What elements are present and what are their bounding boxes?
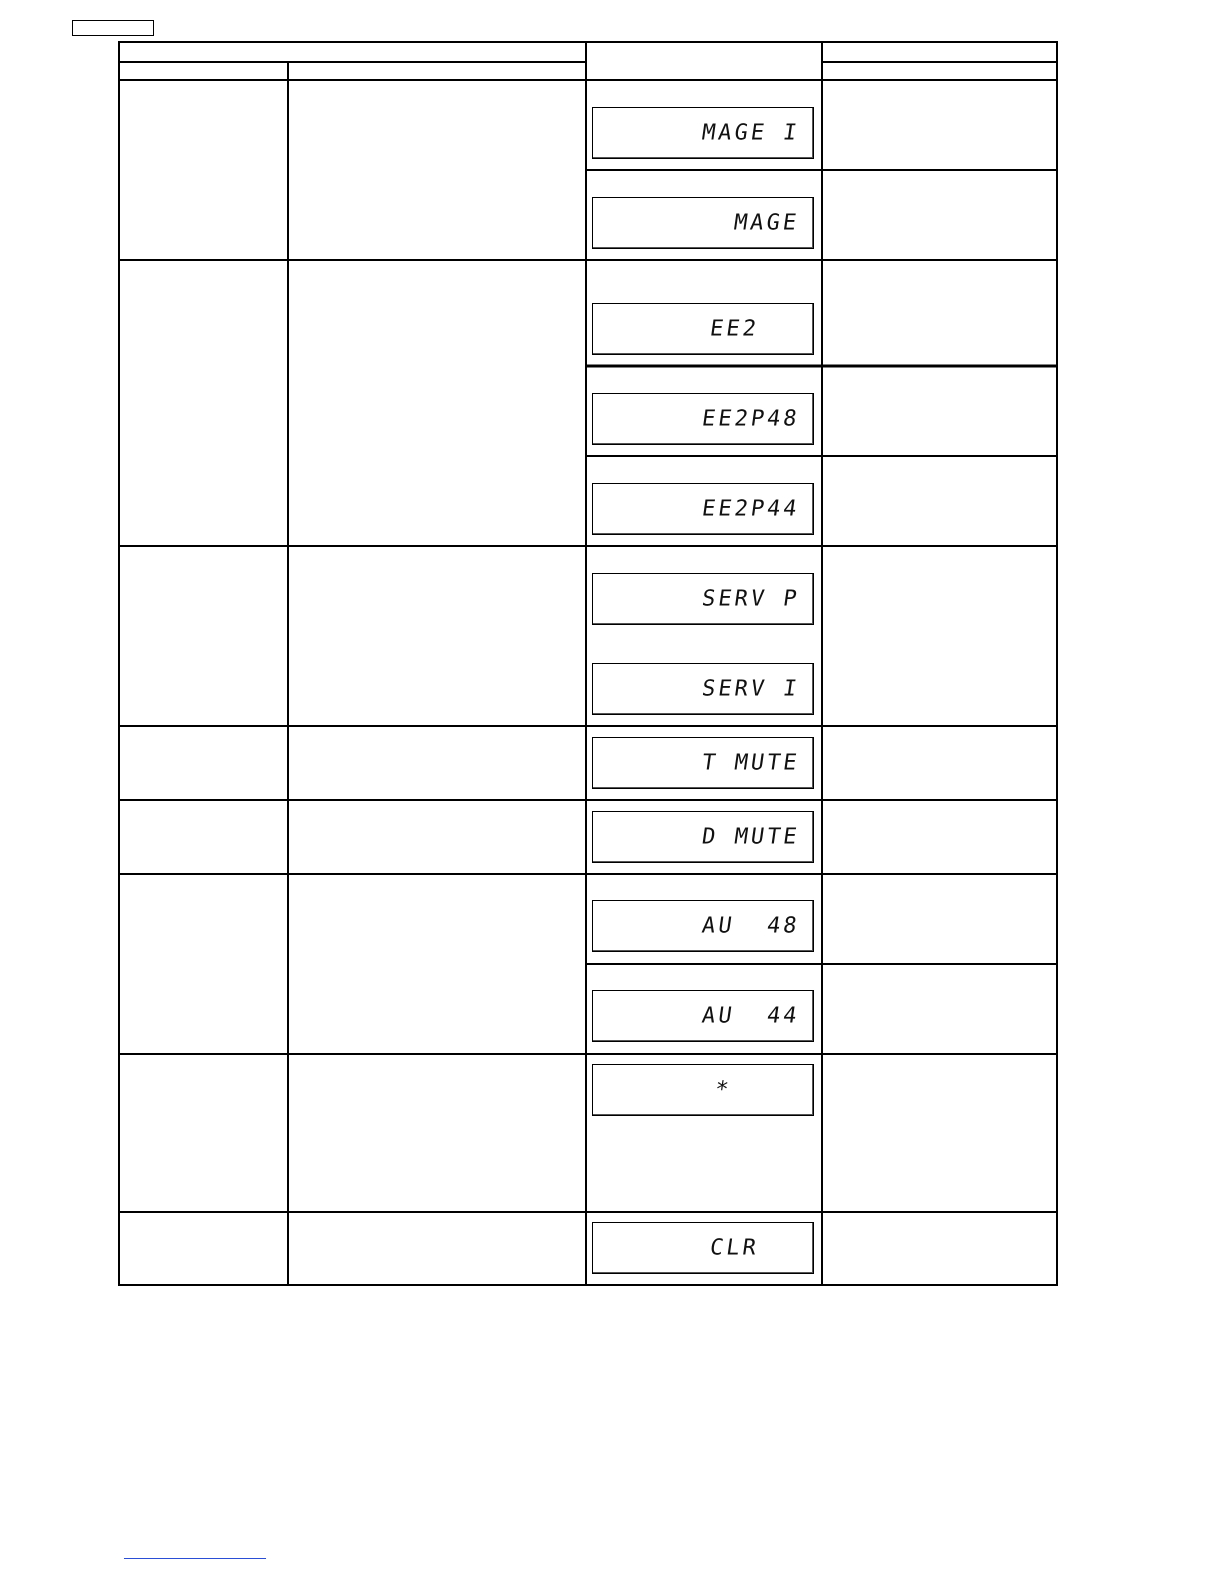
display-text: EE2 <box>708 316 761 342</box>
display-text: CLR <box>708 1235 761 1261</box>
lcd-display <box>592 573 814 625</box>
display-text: EE2P48 <box>699 406 801 432</box>
lcd-display <box>592 1064 814 1116</box>
lcd-display <box>592 303 814 355</box>
display-text: SERV I <box>699 676 801 702</box>
footer-link-line <box>124 1558 266 1559</box>
display-text: EE2P44 <box>699 496 801 522</box>
table-border <box>119 42 1057 1285</box>
display-text: MAGE <box>732 210 801 236</box>
lcd-display <box>592 197 814 249</box>
lcd-display <box>592 737 814 789</box>
display-text: MAGE I <box>699 120 801 146</box>
lcd-display <box>592 663 814 715</box>
display-text: AU 44 <box>699 1003 801 1029</box>
lcd-display <box>592 990 814 1042</box>
display-text: SERV P <box>699 586 801 612</box>
display-text: AU 48 <box>699 913 801 939</box>
display-text: * <box>712 1077 733 1103</box>
lcd-display <box>592 900 814 952</box>
lcd-display <box>592 107 814 159</box>
lcd-display <box>592 483 814 535</box>
display-text: D MUTE <box>699 824 801 850</box>
display-text: T MUTE <box>699 750 801 776</box>
lcd-display <box>592 393 814 445</box>
lcd-display <box>592 1222 814 1274</box>
lcd-display <box>592 811 814 863</box>
